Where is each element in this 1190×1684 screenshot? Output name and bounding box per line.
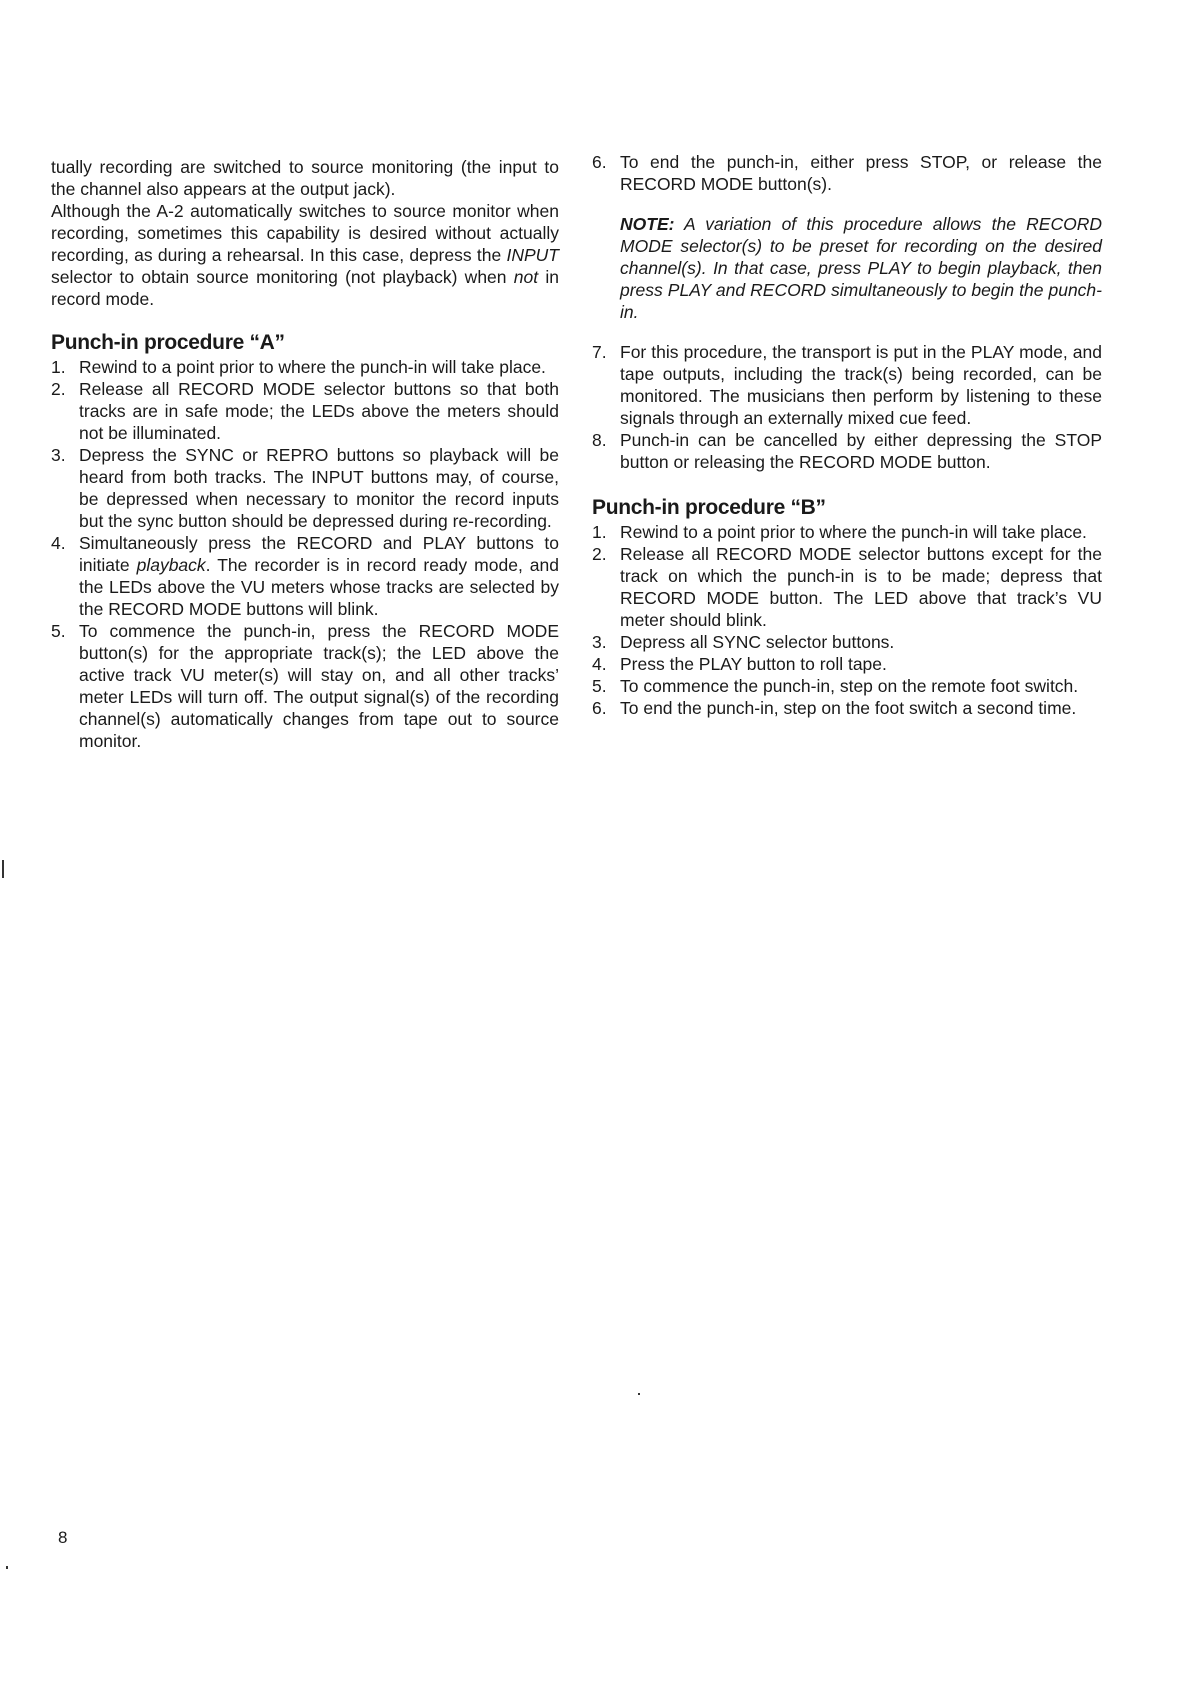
step-number: 4. — [592, 654, 607, 674]
step-text: For this procedure, the transport is put in the PLAY mode, and tape outputs, including the track(s) being recorded, can be monitored. The musicians then perform by listening to these signals through an externally mixed cue feed. — [620, 342, 1102, 428]
intro-paragraph-1: tually recording are switched to source monitoring (the input to the channel also appears at the output jack). — [51, 157, 559, 199]
step-text: To commence the punch-in, press the RECORD MODE button(s) for the appropriate track(s); the LED above the active track VU meter(s) will stay on, and all other tracks’ meter LEDs will turn off. The output signal(s) of the recording channel(s) automatically changes from tape out to source monitor. — [79, 621, 559, 751]
step-number: 6. — [592, 698, 607, 718]
procedure-a-steps-continued-2 — [592, 341, 1102, 473]
step-number: 6. — [592, 152, 607, 172]
step-text: Depress all SYNC selector buttons. — [620, 632, 895, 652]
step-text: Depress the SYNC or REPRO buttons so playback will be heard from both tracks. The INPUT buttons may, of course, be depressed when necessary to monitor the record inputs but the sync button should be depressed during re-recording. — [79, 445, 559, 531]
step-number: 1. — [51, 357, 66, 377]
intro-paragraph-2-em1: INPUT — [506, 245, 559, 265]
step-text — [79, 533, 559, 619]
note-text: A variation of this procedure allows the RECORD MODE selector(s) to be preset for recording on the desired channel(s). In that case, press PLAY to begin playback, then press PLAY and RECORD simultaneously to begin the punch-in. — [620, 214, 1102, 322]
step-number: 3. — [592, 632, 607, 652]
step-text-emphasis: playback — [136, 555, 206, 575]
procedure-b-steps — [592, 521, 1102, 719]
step-text: To end the punch-in, step on the foot switch a second time. — [620, 698, 1077, 718]
list-item — [592, 521, 1102, 543]
step-text-before: Simultaneously press the RECORD and PLAY buttons to initiate — [79, 533, 559, 575]
procedure-a-steps — [51, 356, 559, 752]
step-text: Punch-in can be cancelled by either depressing the STOP button or releasing the RECORD MODE button. — [620, 430, 1102, 472]
step-text: Rewind to a point prior to where the punch-in will take place. — [79, 357, 546, 377]
procedure-b-heading: Punch-in procedure “B” — [592, 496, 826, 519]
intro-paragraph-2-part1: Although the A-2 automatically switches to source monitor when recording, sometimes this capability is desired without actually recording, as during a rehearsal. In this case, depress the — [51, 201, 559, 265]
step-text: To end the punch-in, either press STOP, or release the RECORD MODE button(s). — [620, 152, 1102, 194]
intro-paragraph-2-part2: selector to obtain source monitoring (not playback) when — [51, 267, 514, 287]
list-item — [51, 356, 559, 378]
list-item — [592, 341, 1102, 429]
step-number: 5. — [51, 621, 66, 641]
list-item — [592, 151, 1102, 195]
step-number: 7. — [592, 342, 607, 362]
step-number: 2. — [51, 379, 66, 399]
procedure-a-steps-continued — [592, 151, 1102, 195]
step-text: Release all RECORD MODE selector buttons except for the track on which the punch-in is to be made; depress that RECORD MODE button. The LED above that track’s VU meter should blink. — [620, 544, 1102, 630]
step-number: 4. — [51, 533, 66, 553]
list-item — [592, 543, 1102, 631]
note-label: NOTE: — [620, 214, 675, 234]
step-number: 2. — [592, 544, 607, 564]
list-item — [592, 697, 1102, 719]
list-item — [51, 620, 559, 752]
step-text: Press the PLAY button to roll tape. — [620, 654, 887, 674]
step-number: 1. — [592, 522, 607, 542]
step-text: To commence the punch-in, step on the remote foot switch. — [620, 676, 1079, 696]
list-item — [51, 378, 559, 444]
scan-mark — [6, 1566, 8, 1569]
note-paragraph — [592, 213, 1102, 323]
step-number: 8. — [592, 430, 607, 450]
step-number: 5. — [592, 676, 607, 696]
list-item — [592, 675, 1102, 697]
list-item — [51, 444, 559, 532]
right-column — [592, 151, 1102, 719]
left-column — [51, 156, 559, 752]
step-text: Rewind to a point prior to where the punch-in will take place. — [620, 522, 1087, 542]
intro-paragraph-2-part3: in record mode. — [51, 267, 559, 309]
scan-mark — [638, 1393, 640, 1395]
intro-paragraph-2 — [51, 200, 559, 310]
scan-mark — [2, 860, 4, 878]
list-item — [51, 532, 559, 620]
list-item — [592, 653, 1102, 675]
list-item — [592, 429, 1102, 473]
intro-paragraph-2-em2: not — [513, 267, 539, 287]
page-number: 8 — [58, 1528, 68, 1547]
step-text: Release all RECORD MODE selector buttons so that both tracks are in safe mode; the LEDs above the meters should not be illuminated. — [79, 379, 559, 443]
list-item — [592, 631, 1102, 653]
step-text-after: . The recorder is in record ready mode, and the LEDs above the VU meters whose tracks are selected by the RECORD MODE buttons will blink. — [79, 555, 560, 619]
step-number: 3. — [51, 445, 66, 465]
procedure-a-heading: Punch-in procedure “A” — [51, 331, 285, 354]
